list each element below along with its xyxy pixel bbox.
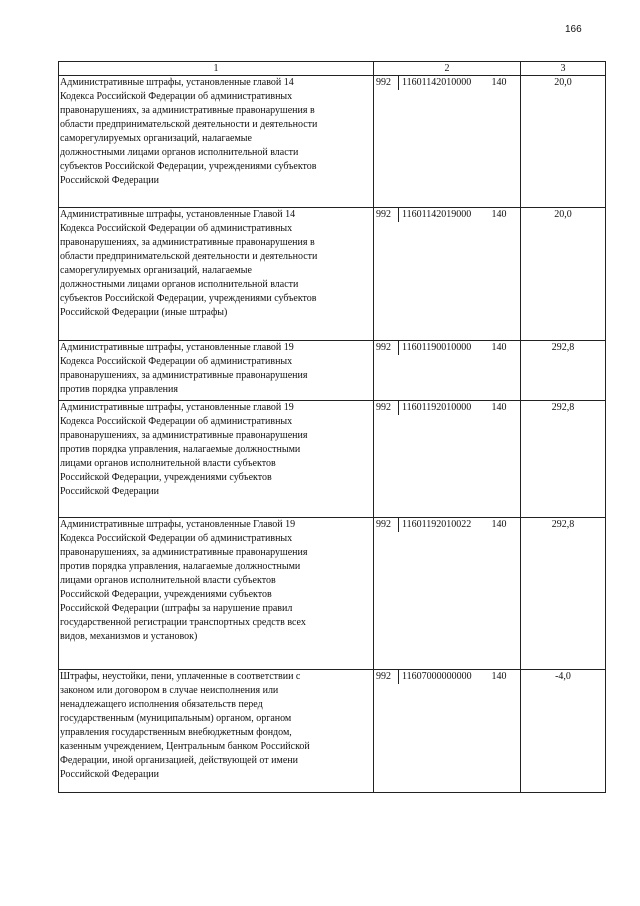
column-divider — [398, 208, 399, 222]
row-description: Административные штрафы, установленные главой 19 Кодекса Российской Федерации об административных правонарушениях, за административные правонарушения против порядка управления — [59, 341, 374, 401]
row-amount: 292,8 — [521, 401, 606, 518]
table-row — [59, 401, 606, 518]
row-admin-code: 992 — [376, 671, 391, 682]
table-row — [59, 208, 606, 341]
column-divider — [398, 518, 399, 532]
row-code-cell — [374, 401, 521, 518]
row-description: Административные штрафы, установленные главой 19 Кодекса Российской Федерации об административных правонарушениях, за административные правонарушения против порядка управления, налагаемые должностными лицами органов исполнительной власти субъектов Российской Федерации, учреждениями субъектов Российской Федерации — [59, 401, 374, 518]
column-divider — [398, 670, 399, 684]
row-subtype-code: 140 — [491, 342, 507, 353]
row-description: Административные штрафы, установленные Главой 19 Кодекса Российской Федерации об административных правонарушениях, за административные правонарушения против порядка управления, налагаемые должностными лицами органов исполнительной власти субъектов Российской Федерации, учреждениями субъектов Российской Федерации (штрафы за нарушение правил государственной регистрации транспортных средств всех видов, механизмов и установок) — [59, 518, 374, 670]
column-header-2: 2 — [374, 62, 521, 76]
row-amount: 20,0 — [521, 76, 606, 208]
row-subtype-code: 140 — [491, 519, 507, 530]
column-header-3: 3 — [521, 62, 606, 76]
row-admin-code: 992 — [376, 519, 391, 530]
row-code-cell — [374, 518, 521, 670]
row-code-cell — [374, 341, 521, 401]
row-description: Административные штрафы, установленные главой 14 Кодекса Российской Федерации об административных правонарушениях, за административные правонарушения в области предпринимательской деятельности и деятельности саморегулируемых организаций, налагаемые должностными лицами органов исполнительной власти субъектов Российской Федерации, учреждениями субъектов Российской Федерации — [59, 76, 374, 208]
row-amount: 292,8 — [521, 518, 606, 670]
table-row — [59, 341, 606, 401]
row-revenue-code: 11601190010000 — [402, 342, 472, 353]
row-revenue-code: 11601142010000 — [402, 77, 472, 88]
revenue-table — [58, 61, 606, 793]
column-divider — [398, 76, 399, 90]
row-subtype-code: 140 — [491, 77, 507, 88]
row-admin-code: 992 — [376, 77, 391, 88]
table-row — [59, 518, 606, 670]
row-description: Административные штрафы, установленные Главой 14 Кодекса Российской Федерации об административных правонарушениях, за административные правонарушения в области предпринимательской деятельности и деятельности саморегулируемых организаций, налагаемые должностными лицами органов исполнительной власти субъектов Российской Федерации, учреждениями субъектов Российской Федерации (иные штрафы) — [59, 208, 374, 341]
column-divider — [398, 401, 399, 415]
column-header-1: 1 — [59, 62, 374, 76]
row-admin-code: 992 — [376, 342, 391, 353]
row-admin-code: 992 — [376, 402, 391, 413]
table-row — [59, 76, 606, 208]
column-divider — [398, 341, 399, 355]
row-subtype-code: 140 — [491, 209, 507, 220]
row-code-cell — [374, 76, 521, 208]
row-subtype-code: 140 — [491, 671, 507, 682]
page-number: 166 — [565, 24, 582, 35]
row-code-cell — [374, 670, 521, 793]
row-revenue-code: 11601142019000 — [402, 209, 472, 220]
row-amount: 292,8 — [521, 341, 606, 401]
row-amount: -4,0 — [521, 670, 606, 793]
row-code-cell — [374, 208, 521, 341]
row-description: Штрафы, неустойки, пени, уплаченные в соответствии с законом или договором в случае неисполнения или ненадлежащего исполнения обязательств перед государственным (муниципальным) органом, органом управления государственным внебюджетным фондом, казенным учреждением, Центральным банком Российской Федерации, иной организацией, действующей от имени Российской Федерации — [59, 670, 374, 793]
row-revenue-code: 11607000000000 — [402, 671, 472, 682]
table-header-row — [59, 62, 606, 76]
row-amount: 20,0 — [521, 208, 606, 341]
table-row — [59, 670, 606, 793]
row-revenue-code: 11601192010022 — [402, 519, 472, 530]
row-admin-code: 992 — [376, 209, 391, 220]
row-subtype-code: 140 — [491, 402, 507, 413]
row-revenue-code: 11601192010000 — [402, 402, 472, 413]
